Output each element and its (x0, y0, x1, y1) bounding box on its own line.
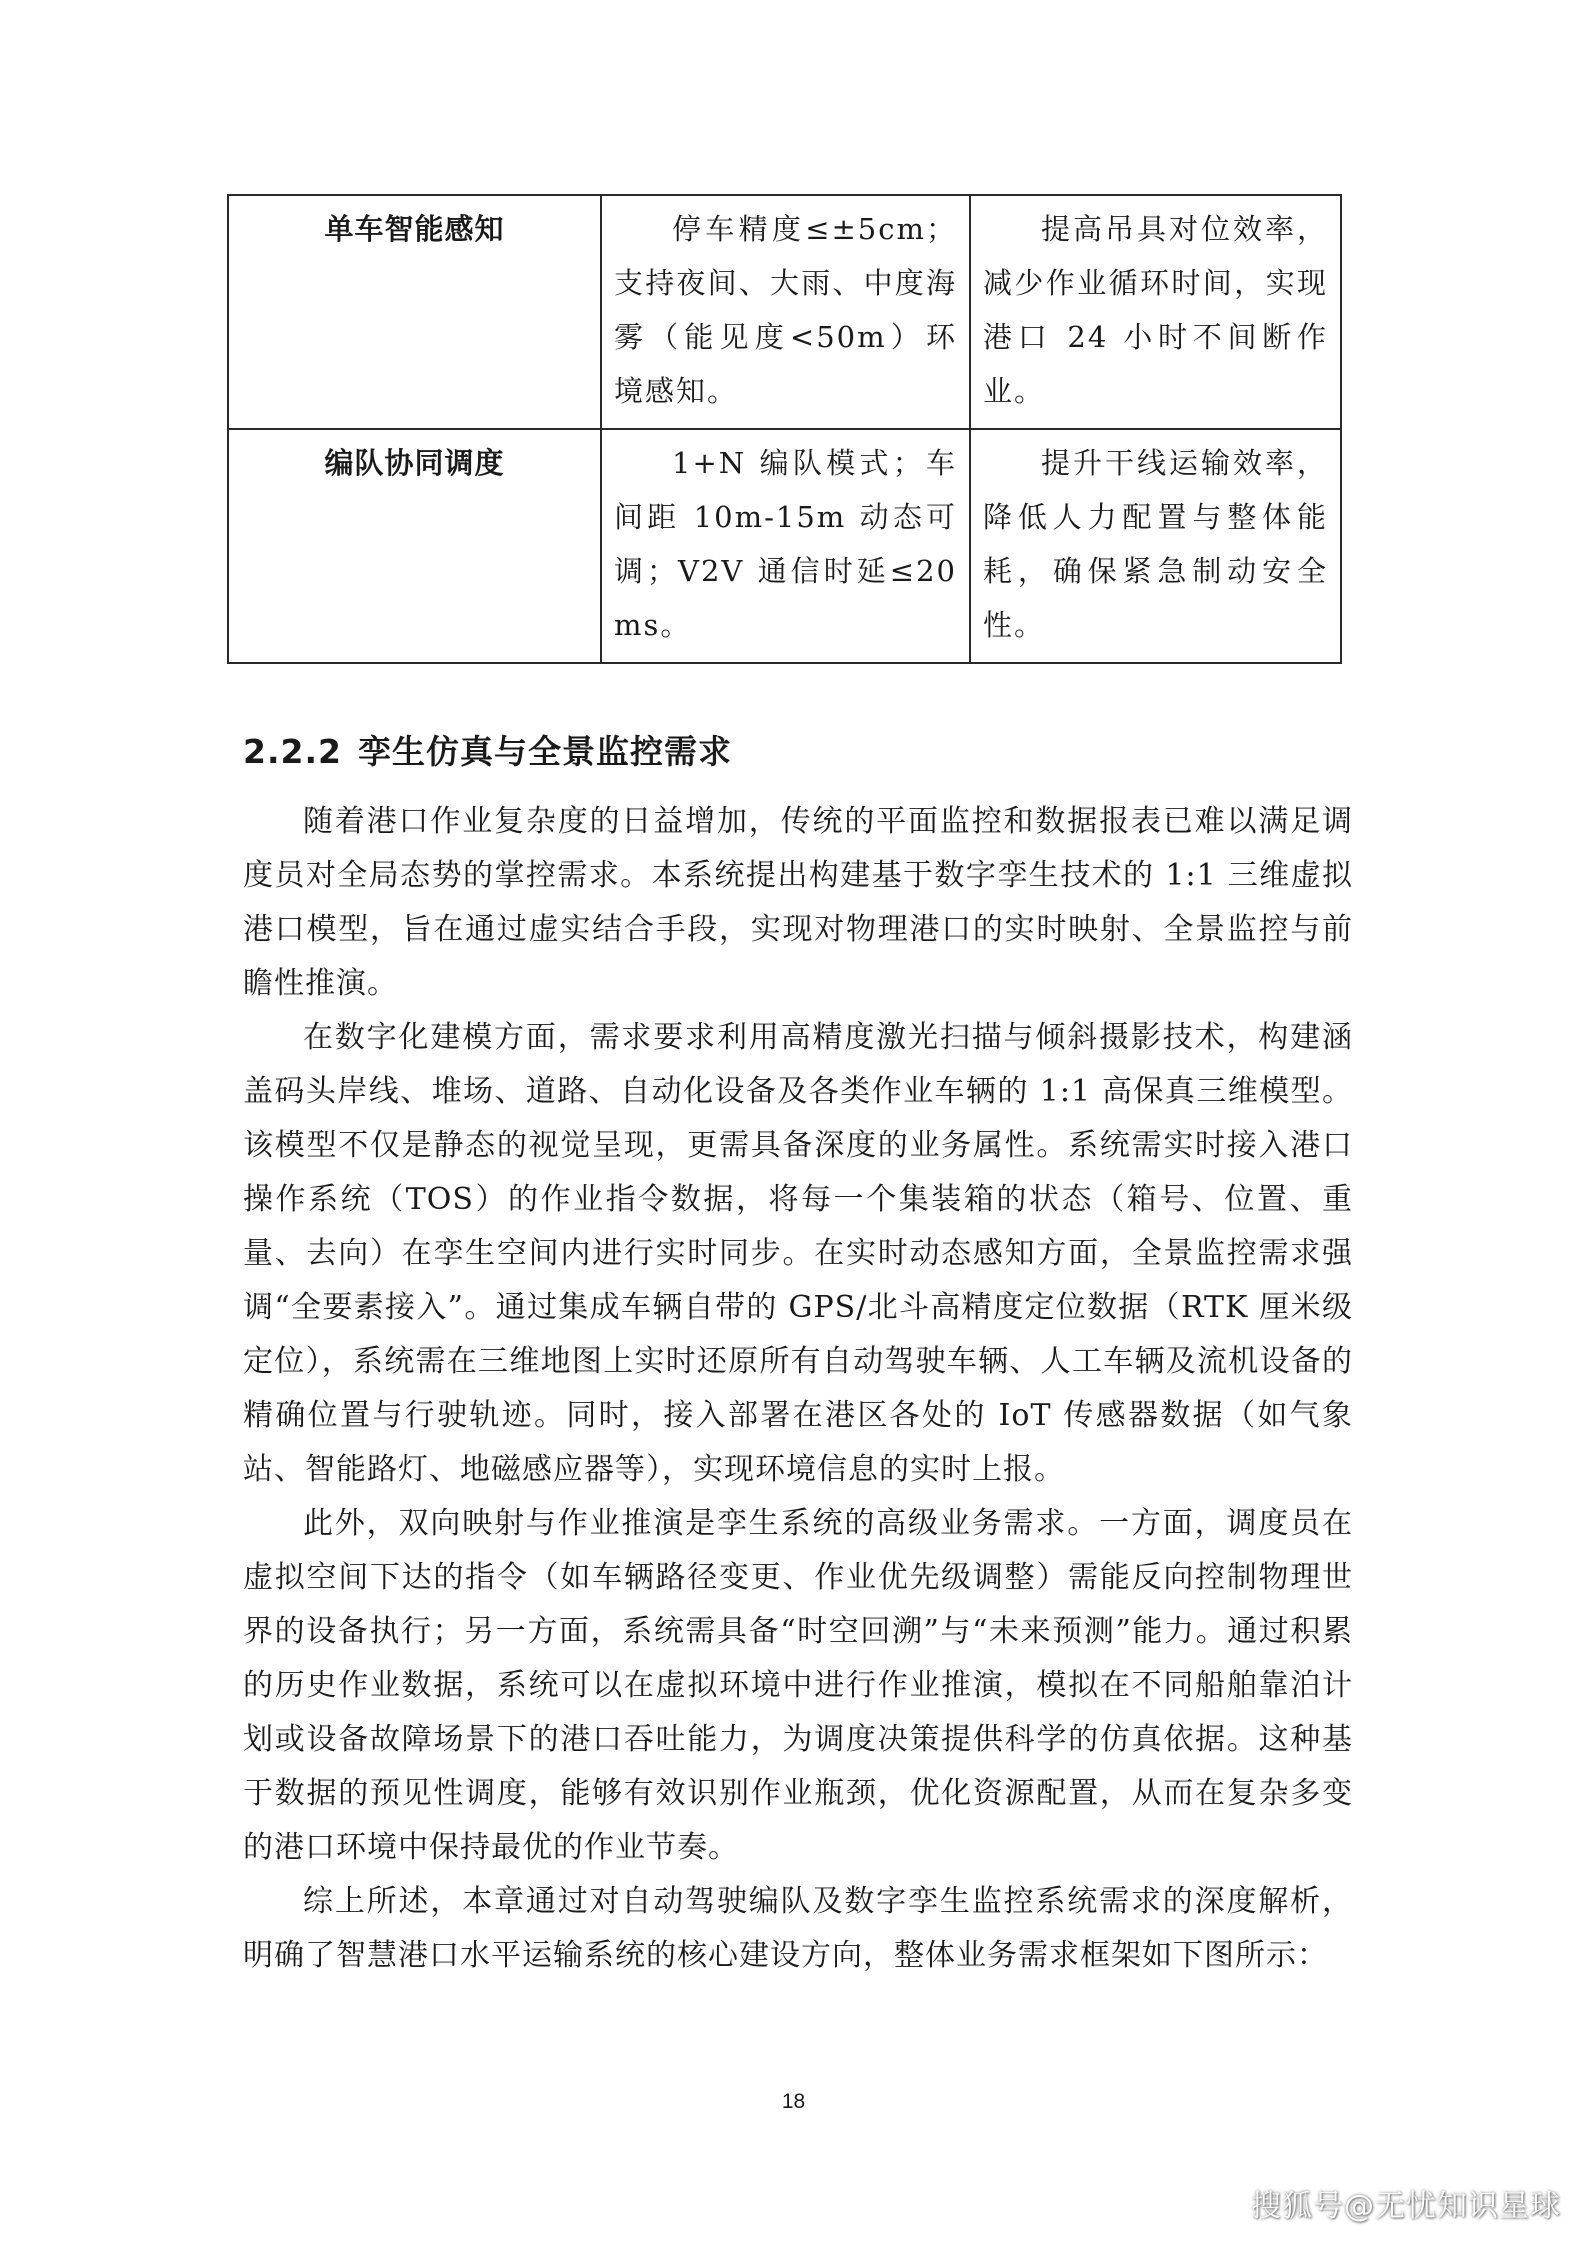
paragraph: 此外，双向映射与作业推演是孪生系统的高级业务需求。一方面，调度员在虚拟空间下达的指令（如车辆路径变更、作业优先级调整）需能反向控制物理世界的设备执行；另一方面，系统需具备“时空回溯”与“未来预测”能力。通过积累的历史作业数据，系统可以在虚拟环境中进行作业推演，模拟在不同船舶靠泊计划或设备故障场景下的港口吞吐能力，为调度决策提供科学的仿真依据。这种基于数据的预见性调度，能够有效识别作业瓶颈，优化资源配置，从而在复杂多变的港口环境中保持最优的作业节奏。 (243, 1506, 1353, 1865)
row-spec-cell: 1+N 编队模式；车间距 10m-15m 动态可调；V2V 通信时延≤20ms。 (601, 429, 970, 663)
body-text (243, 795, 1353, 1983)
row-benefit-cell: 提高吊具对位效率，减少作业循环时间，实现港口 24 小时不间断作业。 (970, 195, 1341, 429)
table-row (228, 429, 1341, 663)
page-number: 18 (781, 2090, 806, 2113)
section-title: 孪生仿真与全景监控需求 (357, 732, 732, 771)
row-benefit-cell: 提升干线运输效率，降低人力配置与整体能耗，确保紧急制动安全性。 (970, 429, 1341, 663)
section-number: 2.2.2 (243, 732, 342, 771)
requirements-table (227, 194, 1342, 664)
watermark: 搜狐号@无忧知识星球 (1251, 2189, 1561, 2224)
row-spec-cell: 停车精度≤±5cm；支持夜间、大雨、中度海雾（能见度<50m）环境感知。 (601, 195, 970, 429)
paragraph: 在数字化建模方面，需求要求利用高精度激光扫描与倾斜摄影技术，构建涵盖码头岸线、堆场、道路、自动化设备及各类作业车辆的 1:1 高保真三维模型。该模型不仅是静态的视觉呈现，更需具备深度的业务属性。系统需实时接入港口操作系统（TOS）的作业指令数据，将每一个集装箱的状态（箱号、位置、重量、去向）在孪生空间内进行实时同步。在实时动态感知方面，全景监控需求强调“全要素接入”。通过集成车辆自带的 GPS/北斗高精度定位数据（RTK 厘米级定位），系统需在三维地图上实时还原所有自动驾驶车辆、人工车辆及流机设备的精确位置与行驶轨迹。同时，接入部署在港区各处的 IoT 传感器数据（如气象站、智能路灯、地磁感应器等），实现环境信息的实时上报。 (243, 1020, 1353, 1487)
section-heading (243, 726, 732, 773)
table-row (228, 195, 1341, 429)
row-name-cell: 单车智能感知 (228, 195, 601, 429)
row-name-cell: 编队协同调度 (228, 429, 601, 663)
paragraph: 随着港口作业复杂度的日益增加，传统的平面监控和数据报表已难以满足调度员对全局态势的掌控需求。本系统提出构建基于数字孪生技术的 1:1 三维虚拟港口模型，旨在通过虚实结合手段，实现对物理港口的实时映射、全景监控与前瞻性推演。 (243, 804, 1353, 1001)
paragraph: 综上所述，本章通过对自动驾驶编队及数字孪生监控系统需求的深度解析，明确了智慧港口水平运输系统的核心建设方向，整体业务需求框架如下图所示： (243, 1884, 1353, 1973)
